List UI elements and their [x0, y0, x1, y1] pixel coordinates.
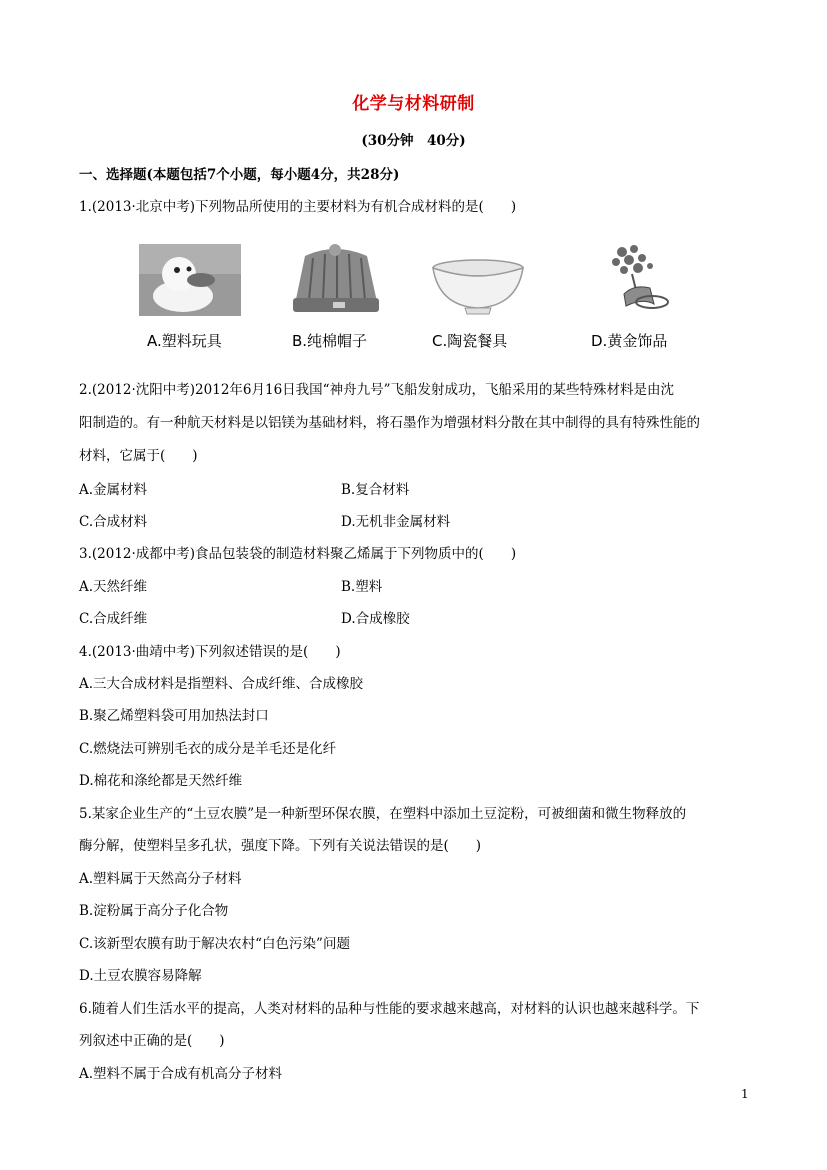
q1-image-label-d: D.黄金饰品 [591, 332, 668, 350]
q3-option-d: D.合成橡胶 [341, 611, 410, 627]
q5-stem-line1: 5.某家企业生产的“土豆农膜”是一种新型环保农膜，在塑料中添加土豆淀粉，可被细菌和微生物释放的 [79, 806, 687, 822]
q3-option-b: B.塑料 [341, 579, 383, 595]
q6-stem-line1: 6.随着人们生活水平的提高，人类对材料的品种与性能的要求越来越高，对材料的认识也越来越科学。下 [79, 1001, 700, 1017]
q2-option-b: B.复合材料 [341, 482, 410, 498]
q4-stem: 4.(2013·曲靖中考)下列叙述错误的是( ) [79, 644, 341, 660]
q6-option-a: A.塑料不属于合成有机高分子材料 [79, 1066, 283, 1082]
q4-option-d: D.棉花和涤纶都是天然纤维 [79, 773, 243, 789]
q1-image-label-c: C.陶瓷餐具 [432, 332, 508, 350]
q2-stem-line1: 2.(2012·沈阳中考)2012年6月16日我国“神舟九号”飞船发射成功，飞船采用的某些特殊材料是由沈 [79, 382, 674, 398]
q5-option-c: C.该新型农膜有助于解决农村“白色污染”问题 [79, 936, 350, 952]
section-heading: 一、选择题(本题包括7个小题，每小题4分，共28分) [79, 167, 400, 183]
gold-ornament-icon [594, 244, 696, 316]
q3-option-a: A.天然纤维 [79, 579, 148, 595]
q2-stem-line3: 材料，它属于( ) [79, 448, 198, 464]
q3-stem: 3.(2012·成都中考)食品包装袋的制造材料聚乙烯属于下列物质中的( ) [79, 546, 517, 562]
rubber-duck-icon [139, 244, 241, 316]
q2-option-d: D.无机非金属材料 [341, 514, 451, 530]
q3-option-c: C.合成纤维 [79, 611, 148, 627]
q5-option-d: D.土豆农膜容易降解 [79, 968, 202, 984]
page-title: 化学与材料研制 [352, 94, 475, 114]
q5-option-a: A.塑料属于天然高分子材料 [79, 871, 242, 887]
q4-option-a: A.三大合成材料是指塑料、合成纤维、合成橡胶 [79, 676, 364, 692]
page-subtitle: (30分钟 40分) [361, 133, 466, 149]
q5-stem-line2: 酶分解，使塑料呈多孔状，强度下降。下列有关说法错误的是( ) [79, 838, 482, 854]
page-number: 1 [741, 1087, 749, 1101]
q2-option-c: C.合成材料 [79, 514, 148, 530]
knit-hat-icon [285, 244, 387, 316]
q6-stem-line2: 列叙述中正确的是( ) [79, 1033, 225, 1049]
q5-option-b: B.淀粉属于高分子化合物 [79, 903, 229, 919]
q4-option-b: B.聚乙烯塑料袋可用加热法封口 [79, 708, 269, 724]
q1-stem: 1.(2013·北京中考)下列物品所使用的主要材料为有机合成材料的是( ) [79, 199, 517, 215]
q1-image-label-b: B.纯棉帽子 [292, 332, 368, 350]
q2-stem-line2: 阳制造的。有一种航天材料是以铝镁为基础材料，将石墨作为增强材料分散在其中制得的具有特殊性能的 [79, 415, 700, 431]
ceramic-bowl-icon [427, 244, 529, 316]
q2-option-a: A.金属材料 [79, 482, 148, 498]
q1-image-label-a: A.塑料玩具 [147, 332, 222, 350]
q4-option-c: C.燃烧法可辨别毛衣的成分是羊毛还是化纤 [79, 741, 337, 757]
